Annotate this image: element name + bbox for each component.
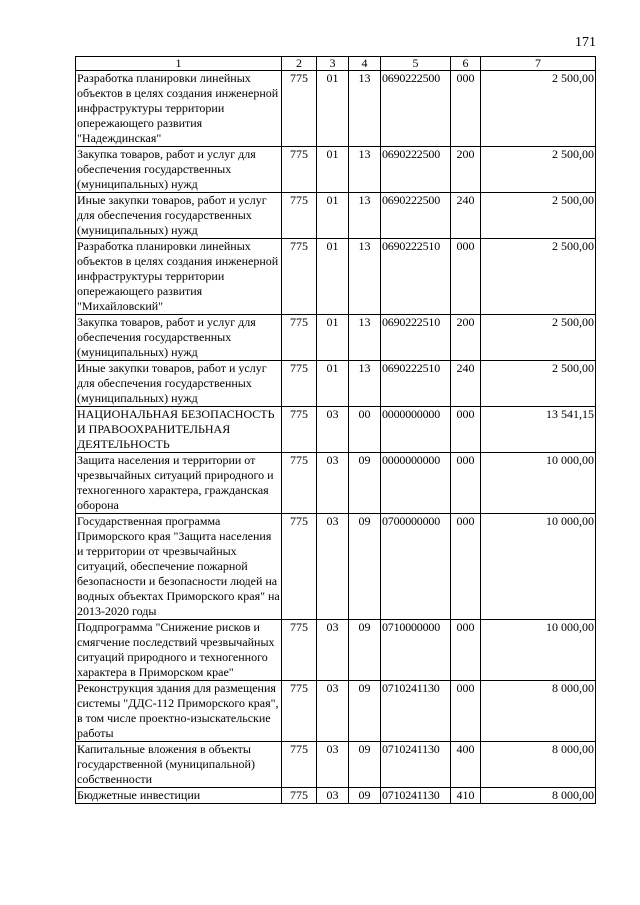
row-expense-type: 000 <box>451 620 481 681</box>
row-section-code: 03 <box>317 742 349 788</box>
row-name: Закупка товаров, работ и услуг для обеспечения государственных (муниципальных) нужд <box>76 315 282 361</box>
table-row <box>76 407 596 453</box>
row-amount: 2 500,00 <box>481 239 596 315</box>
row-amount: 2 500,00 <box>481 147 596 193</box>
header-cell: 6 <box>451 57 481 71</box>
row-section-code: 01 <box>317 193 349 239</box>
row-amount: 13 541,15 <box>481 407 596 453</box>
row-grbs-code: 775 <box>282 788 317 804</box>
row-amount: 10 000,00 <box>481 514 596 620</box>
row-subsection-code: 13 <box>349 71 381 147</box>
row-target-article: 0710000000 <box>381 620 451 681</box>
row-target-article: 0710241130 <box>381 788 451 804</box>
row-section-code: 03 <box>317 681 349 742</box>
row-target-article: 0710241130 <box>381 742 451 788</box>
table-row <box>76 239 596 315</box>
row-section-code: 01 <box>317 361 349 407</box>
row-expense-type: 000 <box>451 239 481 315</box>
row-subsection-code: 13 <box>349 239 381 315</box>
row-section-code: 01 <box>317 147 349 193</box>
row-name: Государственная программа Приморского края "Защита населения и территории от чрезвычайных ситуаций, обеспечение пожарной безопасности и безопасности людей на водных объектах Приморского края" на 2013-2020 годы <box>77 514 280 618</box>
row-target-article: 0000000000 <box>381 453 451 514</box>
row-target-article: 0690222500 <box>381 71 451 147</box>
row-amount: 8 000,00 <box>481 788 596 804</box>
row-expense-type: 200 <box>451 315 481 361</box>
row-name: Защита населения и территории от чрезвычайных ситуаций природного и техногенного характера, гражданская оборона <box>76 453 282 514</box>
table-row <box>76 620 596 681</box>
row-section-code: 03 <box>317 514 349 620</box>
row-subsection-code: 09 <box>349 788 381 804</box>
row-section-code: 01 <box>317 71 349 147</box>
row-grbs-code: 775 <box>282 147 317 193</box>
row-subsection-code: 13 <box>349 315 381 361</box>
row-amount: 8 000,00 <box>481 681 596 742</box>
header-cell: 2 <box>282 57 317 71</box>
header-cell: 4 <box>349 57 381 71</box>
row-subsection-code: 13 <box>349 361 381 407</box>
row-expense-type: 410 <box>451 788 481 804</box>
header-cell: 3 <box>317 57 349 71</box>
row-subsection-code: 13 <box>349 193 381 239</box>
row-name: Иные закупки товаров, работ и услуг для обеспечения государственных (муниципальных) нужд <box>76 193 282 239</box>
header-row <box>76 57 596 71</box>
row-expense-type: 400 <box>451 742 481 788</box>
row-amount: 2 500,00 <box>481 193 596 239</box>
budget-table <box>75 56 596 804</box>
row-expense-type: 000 <box>451 407 481 453</box>
table-row <box>76 788 596 804</box>
row-section-code: 03 <box>317 453 349 514</box>
row-section-code: 01 <box>317 315 349 361</box>
row-expense-type: 200 <box>451 147 481 193</box>
row-name: Бюджетные инвестиции <box>76 788 282 804</box>
row-name: Иные закупки товаров, работ и услуг для обеспечения государственных (муниципальных) нужд <box>76 361 282 407</box>
row-name: Закупка товаров, работ и услуг для обеспечения государственных (муниципальных) нужд <box>76 147 282 193</box>
row-amount: 2 500,00 <box>481 71 596 147</box>
row-amount: 2 500,00 <box>481 315 596 361</box>
row-target-article: 0000000000 <box>381 407 451 453</box>
table-row <box>76 361 596 407</box>
row-subsection-code: 09 <box>349 681 381 742</box>
row-section-code: 03 <box>317 788 349 804</box>
row-amount: 2 500,00 <box>481 361 596 407</box>
row-section-code: 01 <box>317 239 349 315</box>
page-number: 171 <box>575 35 596 50</box>
table-row <box>76 315 596 361</box>
row-expense-type: 000 <box>451 71 481 147</box>
row-subsection-code: 09 <box>349 620 381 681</box>
row-amount: 10 000,00 <box>481 453 596 514</box>
table-row <box>76 681 596 742</box>
row-name: Реконструкция здания для размещения системы "ДДС-112 Приморского края", в том числе проектно-изыскательские работы <box>76 681 282 742</box>
table-row <box>76 71 596 147</box>
row-subsection-code: 00 <box>349 407 381 453</box>
row-target-article: 0710241130 <box>381 681 451 742</box>
row-grbs-code: 775 <box>282 514 317 620</box>
row-grbs-code: 775 <box>282 361 317 407</box>
row-grbs-code: 775 <box>282 742 317 788</box>
row-grbs-code: 775 <box>282 681 317 742</box>
row-target-article: 0690222510 <box>381 361 451 407</box>
row-target-article: 0700000000 <box>381 514 451 620</box>
table-row <box>76 193 596 239</box>
row-grbs-code: 775 <box>282 239 317 315</box>
row-subsection-code: 09 <box>349 742 381 788</box>
header-cell: 7 <box>481 57 596 71</box>
row-section-code: 03 <box>317 407 349 453</box>
row-expense-type: 000 <box>451 453 481 514</box>
header-cell: 1 <box>76 57 282 71</box>
row-name: НАЦИОНАЛЬНАЯ БЕЗОПАСНОСТЬ И ПРАВООХРАНИТЕЛЬНАЯ ДЕЯТЕЛЬНОСТЬ <box>76 407 282 453</box>
row-name: Разработка планировки линейных объектов в целях создания инженерной инфраструктуры территории опережающего развития "Надеждинская" <box>76 71 282 147</box>
row-target-article: 0690222500 <box>381 193 451 239</box>
row-grbs-code: 775 <box>282 193 317 239</box>
row-name: Капитальные вложения в объекты государственной (муниципальной) собственности <box>76 742 282 788</box>
row-name: Разработка планировки линейных объектов в целях создания инженерной инфраструктуры территории опережающего развития "Михайловский" <box>76 239 282 315</box>
header-cell: 5 <box>381 57 451 71</box>
row-subsection-code: 13 <box>349 147 381 193</box>
row-target-article: 0690222510 <box>381 239 451 315</box>
table-row <box>76 514 596 620</box>
row-expense-type: 000 <box>451 514 481 620</box>
row-expense-type: 000 <box>451 681 481 742</box>
row-name: Подпрограмма "Снижение рисков и смягчение последствий чрезвычайных ситуаций природного и техногенного характера в Приморском крае" <box>76 620 282 681</box>
row-amount: 10 000,00 <box>481 620 596 681</box>
table-row <box>76 147 596 193</box>
row-target-article: 0690222500 <box>381 147 451 193</box>
row-grbs-code: 775 <box>282 315 317 361</box>
row-expense-type: 240 <box>451 193 481 239</box>
row-grbs-code: 775 <box>282 453 317 514</box>
row-expense-type: 240 <box>451 361 481 407</box>
row-target-article: 0690222510 <box>381 315 451 361</box>
row-grbs-code: 775 <box>282 407 317 453</box>
row-amount: 8 000,00 <box>481 742 596 788</box>
table-row <box>76 742 596 788</box>
row-section-code: 03 <box>317 620 349 681</box>
row-grbs-code: 775 <box>282 71 317 147</box>
row-subsection-code: 09 <box>349 514 381 620</box>
row-subsection-code: 09 <box>349 453 381 514</box>
row-grbs-code: 775 <box>282 620 317 681</box>
table-row <box>76 453 596 514</box>
